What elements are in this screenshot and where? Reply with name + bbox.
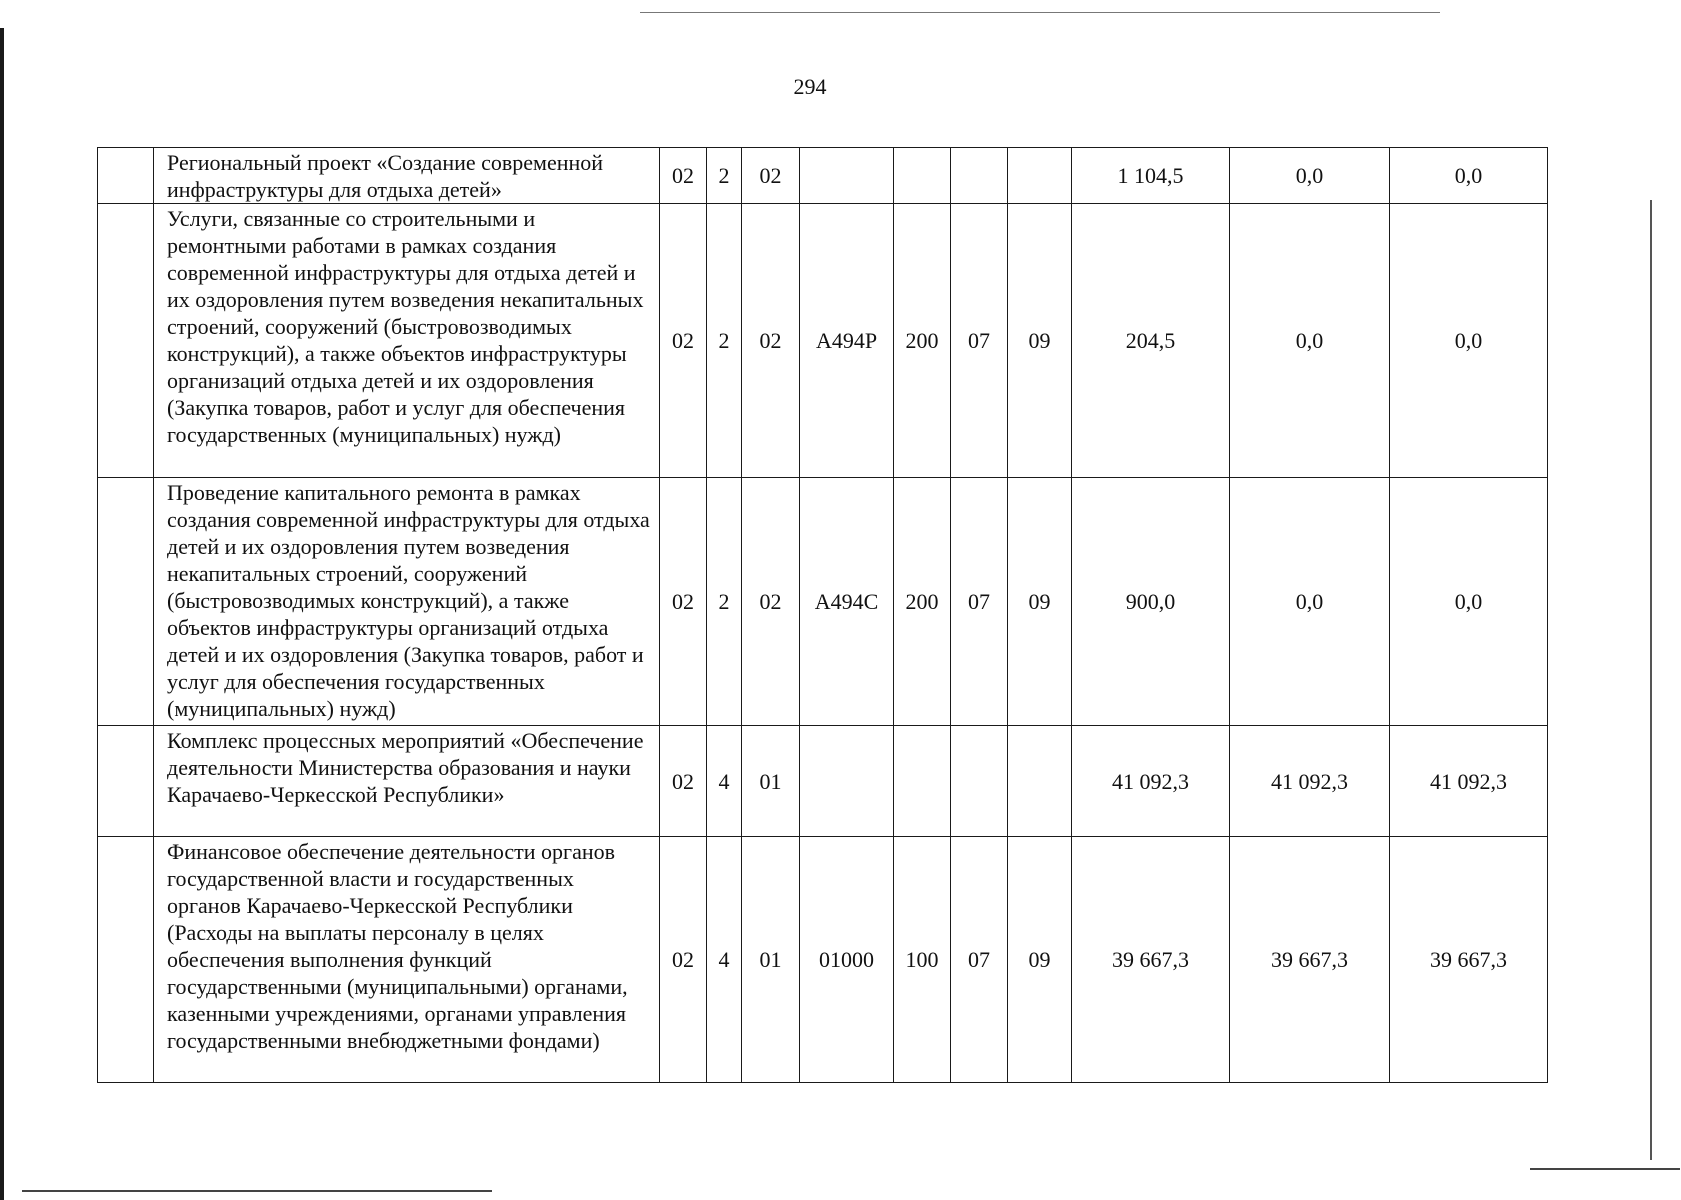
code-cell: 02: [660, 204, 707, 478]
code-cell: 100: [894, 837, 951, 1083]
code-cell: 09: [1008, 478, 1072, 726]
code-cell: [894, 726, 951, 837]
code-cell: [1008, 726, 1072, 837]
description-cell: Региональный проект «Создание современной инфраструктуры для отдыха детей»: [154, 148, 660, 204]
code-cell: 07: [951, 478, 1008, 726]
code-cell: 01000: [800, 837, 894, 1083]
amount-cell: 0,0: [1390, 148, 1548, 204]
amount-cell: 0,0: [1230, 148, 1390, 204]
code-cell: [951, 726, 1008, 837]
amount-cell: 41 092,3: [1390, 726, 1548, 837]
scan-border-bottom-right: [1530, 1168, 1680, 1170]
code-cell: 02: [660, 478, 707, 726]
code-cell: 01: [742, 726, 800, 837]
scan-border-top: [640, 12, 1440, 13]
table-row: [98, 148, 1548, 204]
description-cell: Проведение капитального ремонта в рамках создания современной инфраструктуры для отдыха детей и их оздоровления путем возведения некапитальных строений, сооружений (быстровозводимых конструкций), а также объектов инфраструктуры организаций отдыха детей и их оздоровления (Закупка товаров, работ и услуг для обеспечения государственных (муниципальных) нужд): [154, 478, 660, 726]
code-cell: 09: [1008, 204, 1072, 478]
amount-cell: 39 667,3: [1390, 837, 1548, 1083]
row-number-cell: [98, 726, 154, 837]
description-cell: Услуги, связанные со строительными и ремонтными работами в рамках создания современной инфраструктуры для отдыха детей и их оздоровления путем возведения некапитальных строений, сооружений (быстровозводимых конструкций), а также объектов инфраструктуры организаций отдыха детей и их оздоровления (Закупка товаров, работ и услуг для обеспечения государственных (муниципальных) нужд): [154, 204, 660, 478]
amount-cell: 204,5: [1072, 204, 1230, 478]
table-row: [98, 478, 1548, 726]
amount-cell: 0,0: [1390, 204, 1548, 478]
code-cell: 02: [742, 148, 800, 204]
row-number-cell: [98, 148, 154, 204]
budget-table: [97, 147, 1548, 1083]
code-cell: 01: [742, 837, 800, 1083]
code-cell: [1008, 148, 1072, 204]
amount-cell: 1 104,5: [1072, 148, 1230, 204]
code-cell: 07: [951, 837, 1008, 1083]
scan-border-right: [1650, 200, 1652, 1160]
row-number-cell: [98, 478, 154, 726]
code-cell: А494С: [800, 478, 894, 726]
code-cell: 07: [951, 204, 1008, 478]
code-cell: 02: [660, 148, 707, 204]
code-cell: 200: [894, 478, 951, 726]
code-cell: [951, 148, 1008, 204]
table-row: [98, 204, 1548, 478]
amount-cell: 39 667,3: [1230, 837, 1390, 1083]
code-cell: 2: [707, 204, 742, 478]
code-cell: 02: [742, 204, 800, 478]
description-cell: Комплекс процессных мероприятий «Обеспечение деятельности Министерства образования и науки Карачаево-Черкесской Республики»: [154, 726, 660, 837]
code-cell: [894, 148, 951, 204]
page-number: 294: [793, 74, 827, 99]
scan-border-left: [0, 28, 4, 1200]
amount-cell: 41 092,3: [1230, 726, 1390, 837]
code-cell: 02: [660, 726, 707, 837]
amount-cell: 0,0: [1230, 478, 1390, 726]
row-number-cell: [98, 837, 154, 1083]
table-row: [98, 726, 1548, 837]
amount-cell: 41 092,3: [1072, 726, 1230, 837]
amount-cell: 0,0: [1390, 478, 1548, 726]
code-cell: 4: [707, 726, 742, 837]
amount-cell: 39 667,3: [1072, 837, 1230, 1083]
code-cell: 2: [707, 478, 742, 726]
code-cell: 02: [742, 478, 800, 726]
row-number-cell: [98, 204, 154, 478]
amount-cell: 900,0: [1072, 478, 1230, 726]
amount-cell: 0,0: [1230, 204, 1390, 478]
code-cell: 4: [707, 837, 742, 1083]
code-cell: 02: [660, 837, 707, 1083]
table-row: [98, 837, 1548, 1083]
code-cell: [800, 148, 894, 204]
scan-border-bottom: [22, 1190, 492, 1192]
description-cell: Финансовое обеспечение деятельности органов государственной власти и государственных органов Карачаево-Черкесской Республики (Расходы на выплаты персоналу в целях обеспечения выполнения функций государственными (муниципальными) органами, казенными учреждениями, органами управления государственными внебюджетными фондами): [154, 837, 660, 1083]
code-cell: [800, 726, 894, 837]
code-cell: 09: [1008, 837, 1072, 1083]
code-cell: А494Р: [800, 204, 894, 478]
code-cell: 200: [894, 204, 951, 478]
code-cell: 2: [707, 148, 742, 204]
